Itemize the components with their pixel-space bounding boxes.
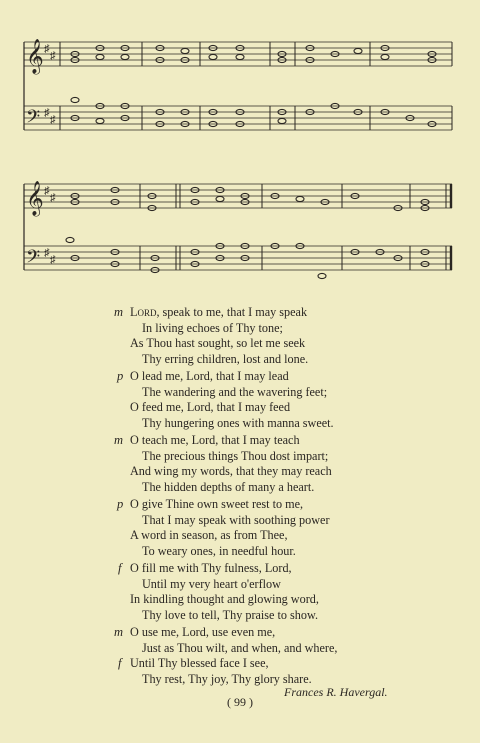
bass-clef-icon: 𝄢 <box>26 246 41 271</box>
verse-line: Thy rest, Thy joy, Thy glory share. <box>142 671 312 686</box>
verse-line: O teach me, Lord, that I may teach <box>130 433 300 447</box>
verse-line: Thy hungering ones with manna sweet. <box>142 415 334 430</box>
verse-line: O lead me, Lord, that I may lead <box>130 369 289 383</box>
sharp-icon: ♯ <box>44 185 50 197</box>
dynamic-marking: f <box>118 656 122 671</box>
verse-line: Just as Thou wilt, and when, and where, <box>142 640 338 655</box>
verse-line: O use me, Lord, use even me, <box>130 625 276 639</box>
music-system-2 <box>0 178 480 293</box>
svg-text:♯: ♯ <box>44 107 50 119</box>
verse-line: O fill me with Thy fulness, Lord, <box>130 561 292 575</box>
svg-text:♯: ♯ <box>50 192 56 204</box>
verse-line: In living echoes of Thy tone; <box>142 320 283 335</box>
dynamic-marking: m <box>114 433 124 447</box>
music-system-1 <box>0 30 480 140</box>
verse-line: That I may speak with soothing power <box>142 512 330 527</box>
dynamic-marking: p <box>117 369 124 383</box>
verse-line: The hidden depths of many a heart. <box>142 479 315 494</box>
verse-line: To weary ones, in needful hour. <box>142 543 296 558</box>
bass-staff <box>24 246 452 270</box>
verse-line: speak to me, that I may speak <box>162 305 308 319</box>
dynamic-marking: m <box>114 305 124 319</box>
dynamic-marking: p <box>117 497 124 511</box>
verse-line: As Thou hast sought, so let me seek <box>130 336 306 351</box>
treble-clef-icon: 𝄞 <box>26 182 44 215</box>
svg-text:♯: ♯ <box>50 50 56 62</box>
treble-notes <box>71 187 429 210</box>
author-attribution: Frances R. Havergal. <box>284 685 388 699</box>
verse-line: In kindling thought and glowing word, <box>130 592 319 607</box>
verse-line: And wing my words, that they may reach <box>130 464 332 479</box>
svg-text:♯: ♯ <box>50 114 56 126</box>
page-number: ( 99 ) <box>227 695 253 709</box>
sharp-icon: ♯ <box>44 43 50 55</box>
dynamic-marking: m <box>114 625 124 639</box>
svg-text:♯: ♯ <box>44 247 50 259</box>
treble-clef-icon: 𝄞 <box>26 40 44 73</box>
verse-line: O feed me, Lord, that I may feed <box>130 400 291 415</box>
verse-line: Thy love to tell, Thy praise to show. <box>142 607 319 622</box>
svg-text:♯: ♯ <box>50 254 56 266</box>
verse-line: The wandering and the wavering feet; <box>142 384 328 399</box>
verse-line: O give Thine own sweet rest to me, <box>130 497 304 511</box>
bass-clef-icon: 𝄢 <box>26 106 41 131</box>
first-word: Lord, <box>130 305 160 319</box>
verse-line: Thy erring children, lost and lone. <box>142 351 309 366</box>
treble-staff <box>24 184 452 208</box>
verse-line: The precious things Thou dost impart; <box>142 448 329 463</box>
verse-line: Until my very heart o'erflow <box>142 576 281 591</box>
verse-line: A word in season, as from Thee, <box>130 528 288 543</box>
verse-line: Until Thy blessed face I see, <box>130 656 269 671</box>
dynamic-marking: f <box>118 561 122 575</box>
